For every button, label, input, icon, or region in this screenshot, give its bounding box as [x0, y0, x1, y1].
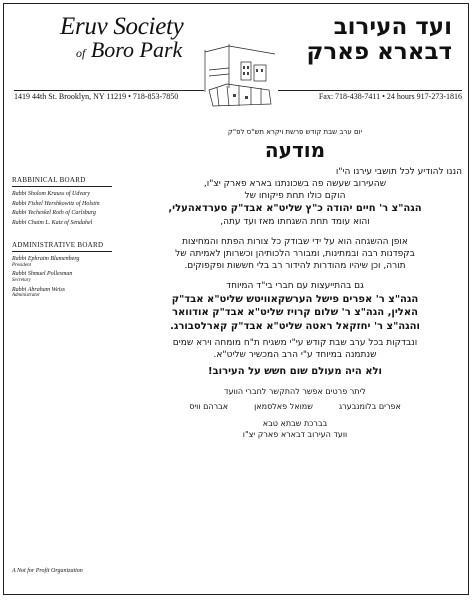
rabbinical-member: Rabbi Sholom Krauss of Udvary — [12, 191, 90, 197]
english-name-line2 — [60, 39, 210, 61]
rabbinical-member: Rabbi Chaim L. Katz of Sendahel — [12, 219, 93, 226]
header-rule-right — [278, 90, 462, 91]
notice-title: מודעה — [264, 138, 326, 162]
notice-line: בקפדנות רבה ובמתינות, ומבורר הלכותיהן וכשרותן לאמיתה של — [175, 249, 415, 260]
nonprofit-footnote: A Not for Profit Organization — [12, 568, 83, 574]
notice-line: הגה"צ ר' חיים יהודה כ"ץ שליט"א אבד"ק סערדאהעלי, — [168, 203, 422, 215]
admin-member-role: President — [12, 262, 31, 268]
hebrew-name-line1: ועד העירוב — [333, 14, 452, 40]
notice-signatories — [128, 402, 462, 411]
notice-date: יום ערב שבת קודש פרשת ויקרא תש"ס לפ"ק — [227, 128, 363, 136]
signatory: שמואל פאלסמאן — [254, 401, 313, 411]
notice-body — [128, 128, 462, 440]
rabbinical-member: Rabbi Yecheskel Roth of Carlsburg — [12, 210, 96, 217]
admin-board-heading: ADMINISTRATIVE BOARD — [12, 241, 104, 250]
notice-line: אופן ההשגחה הוא על ידי שבודק כל צורות הפתח והמחיצות — [182, 237, 408, 248]
notice-line: הננו להודיע לכל תושבי עירנו הי"ו — [335, 167, 462, 177]
rabbinical-board-rule — [12, 186, 112, 187]
admin-member-role: Secretary — [12, 278, 31, 284]
admin-member-name: Rabbi Ephraim Blumenberg — [12, 256, 80, 263]
signatory: אפרים בלומנבערג — [338, 401, 401, 411]
notice-line: שהעירוב שעשה פה בשכונתנו בארא פארק יצ"ו, — [203, 179, 387, 190]
admin-member — [12, 287, 122, 299]
admin-member-name: Rabbi Abraham Weiss — [12, 286, 66, 293]
admin-board-rule — [12, 251, 112, 252]
notice-line: ולא היה מעולם שום חשש על העירוב! — [208, 366, 382, 378]
english-org-name — [60, 14, 210, 61]
rabbinical-board-heading: RABBINICAL BOARD — [12, 176, 86, 184]
english-name-boro-park: Boro Park — [90, 37, 183, 62]
hebrew-name-line2: דבארא פארק — [306, 39, 452, 66]
board-sidebar — [12, 176, 122, 302]
notice-line: הוקם כולו תחת פיקוחו של — [244, 191, 346, 202]
notice-line: שנתמנה במיוחד ע"י הרב המכשיר שליט"א. — [213, 350, 377, 361]
notice-line: תורה, וכן שיהיו מהודרות להידור רב בלי חששות ופקפוקים. — [184, 261, 406, 272]
notice-contact-line: ליתר פרטים אפשר להתקשר לחברי הוועד — [224, 386, 366, 396]
english-name-of: of — [76, 46, 86, 60]
admin-member — [12, 271, 122, 283]
signatory: אברהם וויס — [189, 401, 229, 411]
org-contact-numbers: Fax: 718-438-7411 • 24 hours 917-273-1816 — [318, 92, 462, 101]
eruv-logo-illustration — [199, 40, 279, 110]
admin-member-name: Rabbi Shmuel Pollesman — [12, 271, 73, 278]
english-name-line1: Eruv Society — [60, 13, 184, 40]
notice-line: האלין, הגה"צ ר' שלום קרויז שליט"א אבד"ק אודוואר — [171, 307, 418, 319]
hebrew-org-name — [282, 15, 452, 66]
rabbinical-member: Rabbi Fishel Hershkowitz of Holstin — [12, 200, 100, 207]
notice-closing: וועד העירוב דבארא פארק יצ"ו — [242, 429, 348, 439]
notice-line: והגה"צ ר' יחזקאל ראטה שליט"א אבד"ק קארלסבורג. — [170, 320, 420, 332]
notice-line: הגה"צ ר' אפרים פישל הערשקאוויטש שליט"א אבד"ק — [171, 293, 419, 305]
notice-line: והוא עומד תחת השגחתו מאז ועד עתה, — [220, 216, 370, 227]
org-address: 1419 44th St. Brooklyn, NY 11219 • 718-853-7850 — [14, 92, 179, 101]
admin-member-role: Administrator — [12, 293, 41, 299]
notice-line: ונבדקות בכל ערב שבת קודש עי"י משגיח ת"ח מומחה וירא שמים — [172, 338, 418, 349]
header-rule-left — [14, 90, 204, 91]
notice-line: גם בהתייעצות עם חברי בי"ד המיוחד — [226, 281, 364, 292]
admin-member — [12, 256, 122, 268]
notice-closing: בברכת שבתא טבא — [262, 418, 328, 428]
